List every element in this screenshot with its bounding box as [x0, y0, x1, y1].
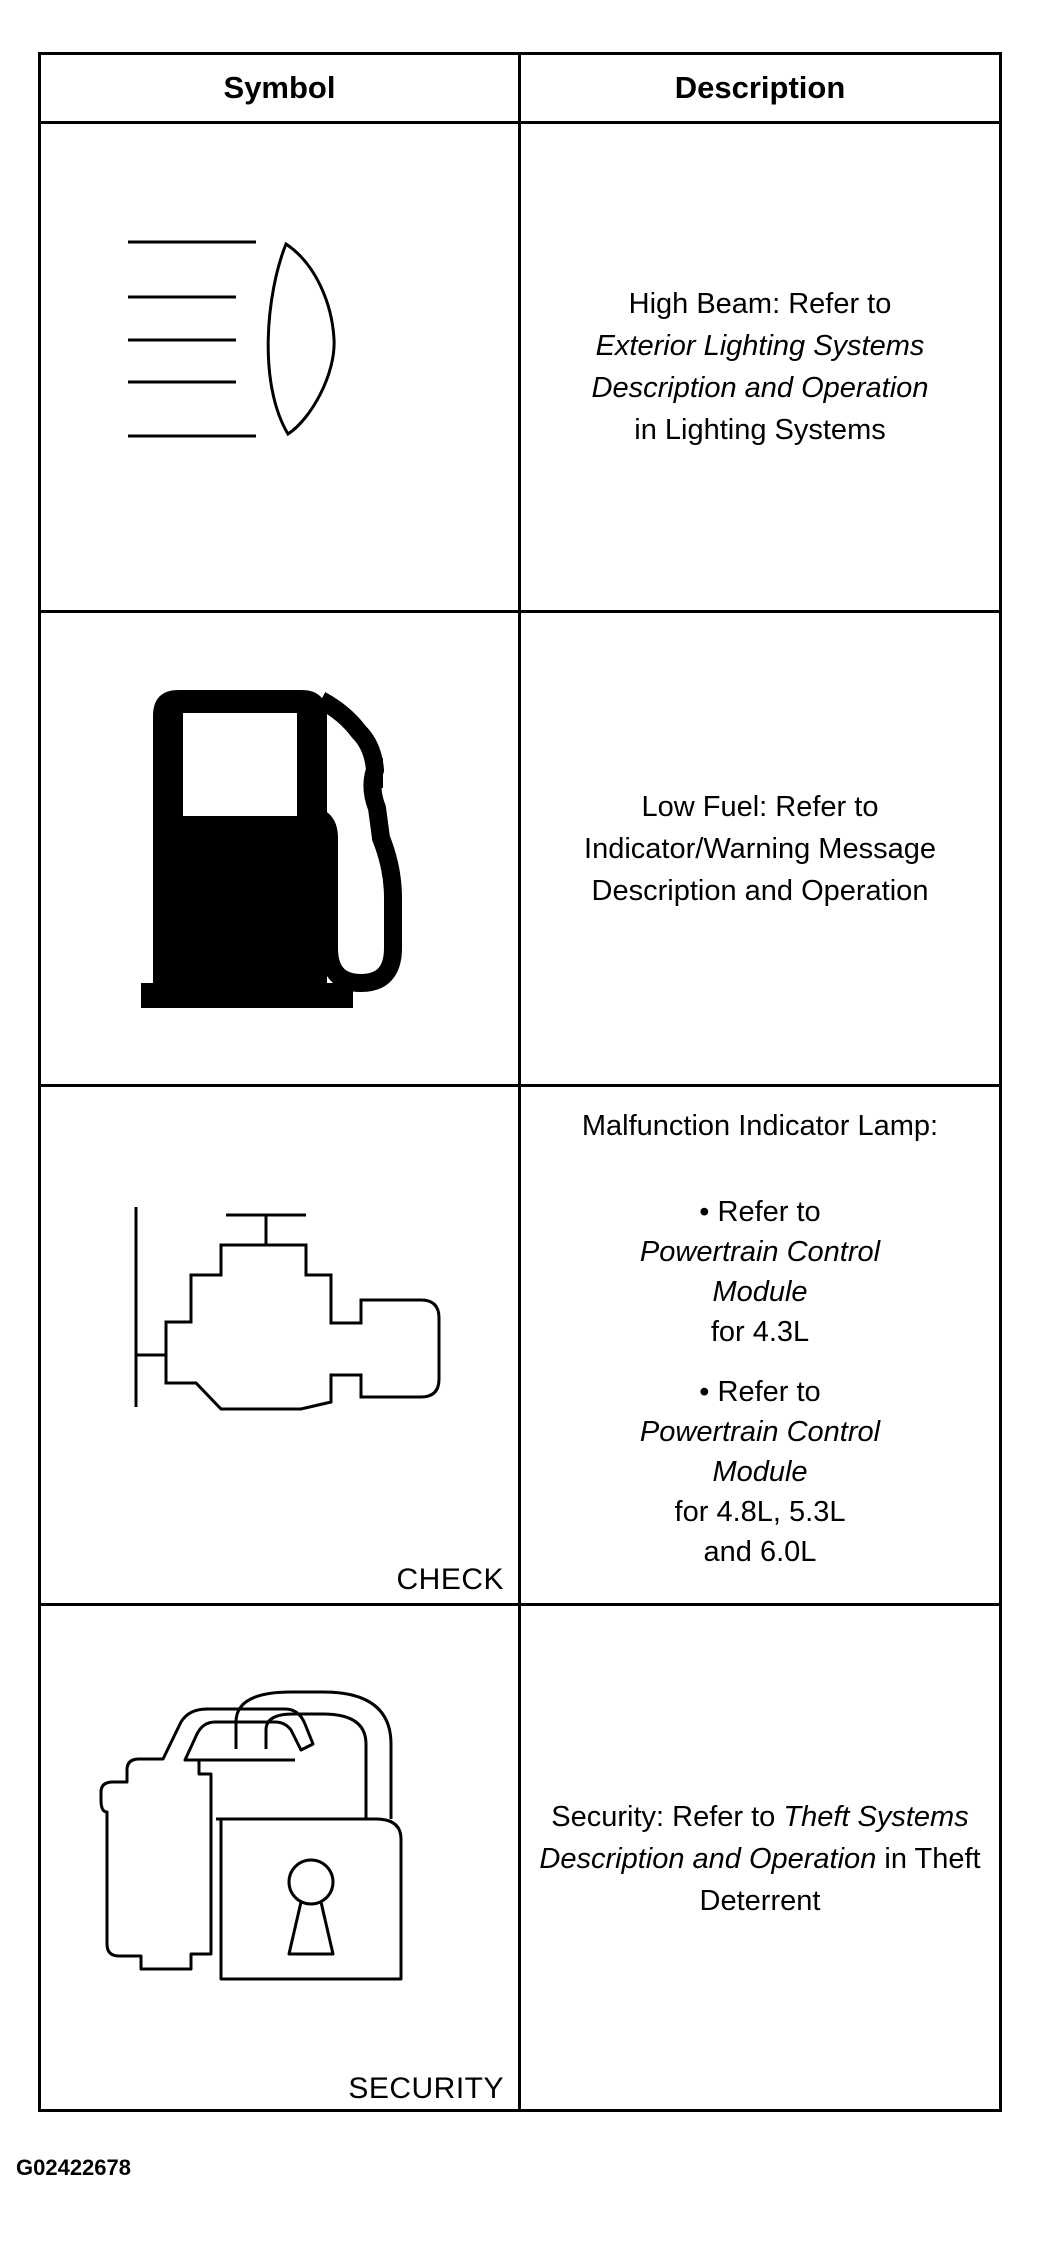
header-symbol: Symbol — [223, 70, 336, 105]
security-caption: SECURITY — [348, 2072, 504, 2105]
fuel-pump-icon — [131, 658, 431, 1018]
mil-bullet-2-reference: Powertrain Control Module — [639, 1416, 881, 1488]
mil-bullet-2-pre: Refer to — [717, 1376, 821, 1408]
row-check-engine-description — [521, 1087, 999, 1603]
row-high-beam-description — [521, 124, 999, 610]
security-text — [521, 1796, 999, 1922]
row-low-fuel-description — [521, 613, 999, 1084]
high-beam-text-intro: High Beam: Refer to — [628, 288, 892, 320]
row-security-symbol — [41, 1606, 518, 2112]
mil-bullet-2: • Refer to Powertrain Control Module for 4.8L, 5.3L and 6.0L — [521, 1372, 999, 1572]
row-low-fuel-symbol — [41, 613, 518, 1084]
security-location: in Theft Deterrent — [699, 1843, 981, 1917]
engine-icon — [121, 1207, 481, 1437]
header-description: Description — [674, 70, 846, 105]
mil-heading: Malfunction Indicator Lamp: — [581, 1110, 939, 1142]
high-beam-text-reference — [540, 325, 980, 409]
high-beam-icon — [116, 234, 356, 454]
row-check-engine-symbol — [41, 1087, 518, 1603]
low-fuel-line-2: Indicator/Warning Message — [584, 832, 936, 865]
low-fuel-line-3: Description and Operation — [591, 874, 929, 907]
row-high-beam-symbol — [41, 124, 518, 610]
mil-bullet-1: • Refer to Powertrain Control Module for 4.3L — [521, 1192, 999, 1352]
mil-bullet-1-post: for 4.3L — [710, 1316, 810, 1348]
mil-bullet-1-reference: Powertrain Control Module — [639, 1236, 881, 1308]
security-reference: Theft Systems Description and Operation — [539, 1801, 969, 1875]
symbol-table — [38, 52, 1002, 2112]
low-fuel-line-1: Low Fuel: Refer to — [641, 790, 879, 823]
security-intro: Security: Refer to — [551, 1801, 776, 1833]
figure-id: G02422678 — [16, 2155, 131, 2180]
mil-bullet-2-post: for 4.8L, 5.3L and 6.0L — [674, 1496, 846, 1568]
high-beam-text-location: in Lighting Systems — [634, 414, 886, 446]
row-security-description — [521, 1606, 999, 2112]
high-beam-reference: Exterior Lighting Systems Description and Operation — [591, 330, 929, 404]
car-padlock-icon — [61, 1664, 481, 1994]
mil-bullet-1-pre: Refer to — [717, 1196, 821, 1228]
check-caption: CHECK — [396, 1563, 504, 1596]
